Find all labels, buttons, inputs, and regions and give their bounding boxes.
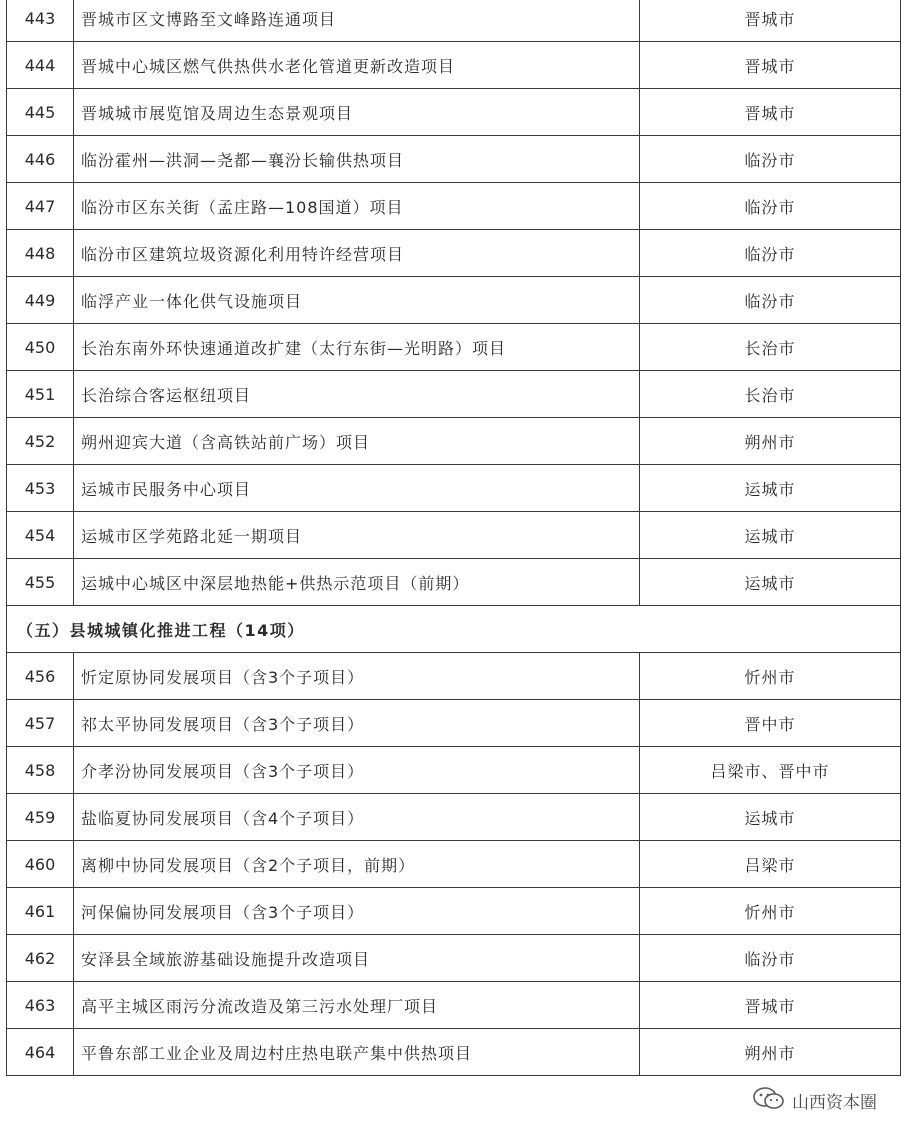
row-number: 451 [7, 371, 74, 418]
row-number: 449 [7, 277, 74, 324]
table-row [7, 418, 901, 465]
project-city: 晋中市 [640, 700, 901, 747]
table-row [7, 935, 901, 982]
project-name: 运城市区学苑路北延一期项目 [74, 512, 640, 559]
row-number: 456 [7, 653, 74, 700]
row-number: 450 [7, 324, 74, 371]
row-number: 448 [7, 230, 74, 277]
table-row [7, 888, 901, 935]
project-name: 临浮产业一体化供气设施项目 [74, 277, 640, 324]
row-number: 457 [7, 700, 74, 747]
row-number: 459 [7, 794, 74, 841]
row-number: 461 [7, 888, 74, 935]
table-row [7, 465, 901, 512]
table-row [7, 183, 901, 230]
row-number: 458 [7, 747, 74, 794]
table-row [7, 982, 901, 1029]
project-city: 运城市 [640, 465, 901, 512]
project-city: 忻州市 [640, 888, 901, 935]
table-row [7, 0, 901, 42]
project-city: 晋城市 [640, 0, 901, 42]
project-name: 高平主城区雨污分流改造及第三污水处理厂项目 [74, 982, 640, 1029]
project-name: 平鲁东部工业企业及周边村庄热电联产集中供热项目 [74, 1029, 640, 1076]
project-city: 忻州市 [640, 653, 901, 700]
project-city: 晋城市 [640, 982, 901, 1029]
row-number: 446 [7, 136, 74, 183]
project-city: 运城市 [640, 794, 901, 841]
table-row [7, 653, 901, 700]
row-number: 444 [7, 42, 74, 89]
row-number: 463 [7, 982, 74, 1029]
project-name: 河保偏协同发展项目（含3个子项目） [74, 888, 640, 935]
project-city: 晋城市 [640, 42, 901, 89]
project-name: 晋城城市展览馆及周边生态景观项目 [74, 89, 640, 136]
row-number: 447 [7, 183, 74, 230]
table-row [7, 559, 901, 606]
project-name: 临汾市区建筑垃圾资源化利用特许经营项目 [74, 230, 640, 277]
project-name: 离柳中协同发展项目（含2个子项目，前期） [74, 841, 640, 888]
table-row [7, 136, 901, 183]
table-row [7, 1029, 901, 1076]
row-number: 460 [7, 841, 74, 888]
project-city: 朔州市 [640, 1029, 901, 1076]
row-number: 464 [7, 1029, 74, 1076]
table-row [7, 230, 901, 277]
project-city: 临汾市 [640, 277, 901, 324]
table-row [7, 324, 901, 371]
project-city: 运城市 [640, 559, 901, 606]
table-row [7, 700, 901, 747]
table-row [7, 42, 901, 89]
project-city: 临汾市 [640, 230, 901, 277]
section-title: （五）县城城镇化推进工程（14项） [7, 606, 901, 653]
project-name: 晋城中心城区燃气供热供水老化管道更新改造项目 [74, 42, 640, 89]
row-number: 455 [7, 559, 74, 606]
table-row [7, 841, 901, 888]
table-row [7, 371, 901, 418]
table-row [7, 89, 901, 136]
project-name: 临汾市区东关街（孟庄路—108国道）项目 [74, 183, 640, 230]
table-row [7, 277, 901, 324]
project-city: 临汾市 [640, 935, 901, 982]
watermark [752, 1086, 877, 1115]
table-row [7, 794, 901, 841]
project-name: 盐临夏协同发展项目（含4个子项目） [74, 794, 640, 841]
watermark-text: 山西资本圈 [792, 1093, 877, 1113]
row-number: 443 [7, 0, 74, 42]
project-name: 介孝汾协同发展项目（含3个子项目） [74, 747, 640, 794]
project-city: 运城市 [640, 512, 901, 559]
row-number: 453 [7, 465, 74, 512]
project-name: 运城中心城区中深层地热能+供热示范项目（前期） [74, 559, 640, 606]
project-city: 晋城市 [640, 89, 901, 136]
project-name: 临汾霍州—洪洞—尧都—襄汾长输供热项目 [74, 136, 640, 183]
row-number: 452 [7, 418, 74, 465]
project-city: 吕梁市 [640, 841, 901, 888]
table-row [7, 512, 901, 559]
wechat-icon [752, 1086, 786, 1115]
section-header-row [7, 606, 901, 653]
project-city: 朔州市 [640, 418, 901, 465]
project-name: 祁太平协同发展项目（含3个子项目） [74, 700, 640, 747]
project-name: 长治东南外环快速通道改扩建（太行东街—光明路）项目 [74, 324, 640, 371]
project-table [6, 0, 901, 1076]
project-city: 临汾市 [640, 183, 901, 230]
table-row [7, 747, 901, 794]
project-name: 运城市民服务中心项目 [74, 465, 640, 512]
project-city: 长治市 [640, 324, 901, 371]
row-number: 462 [7, 935, 74, 982]
project-city: 吕梁市、晋中市 [640, 747, 901, 794]
project-name: 长治综合客运枢纽项目 [74, 371, 640, 418]
row-number: 454 [7, 512, 74, 559]
project-name: 忻定原协同发展项目（含3个子项目） [74, 653, 640, 700]
project-name: 安泽县全域旅游基础设施提升改造项目 [74, 935, 640, 982]
row-number: 445 [7, 89, 74, 136]
project-city: 临汾市 [640, 136, 901, 183]
project-city: 长治市 [640, 371, 901, 418]
project-name: 朔州迎宾大道（含高铁站前广场）项目 [74, 418, 640, 465]
project-name: 晋城市区文博路至文峰路连通项目 [74, 0, 640, 42]
